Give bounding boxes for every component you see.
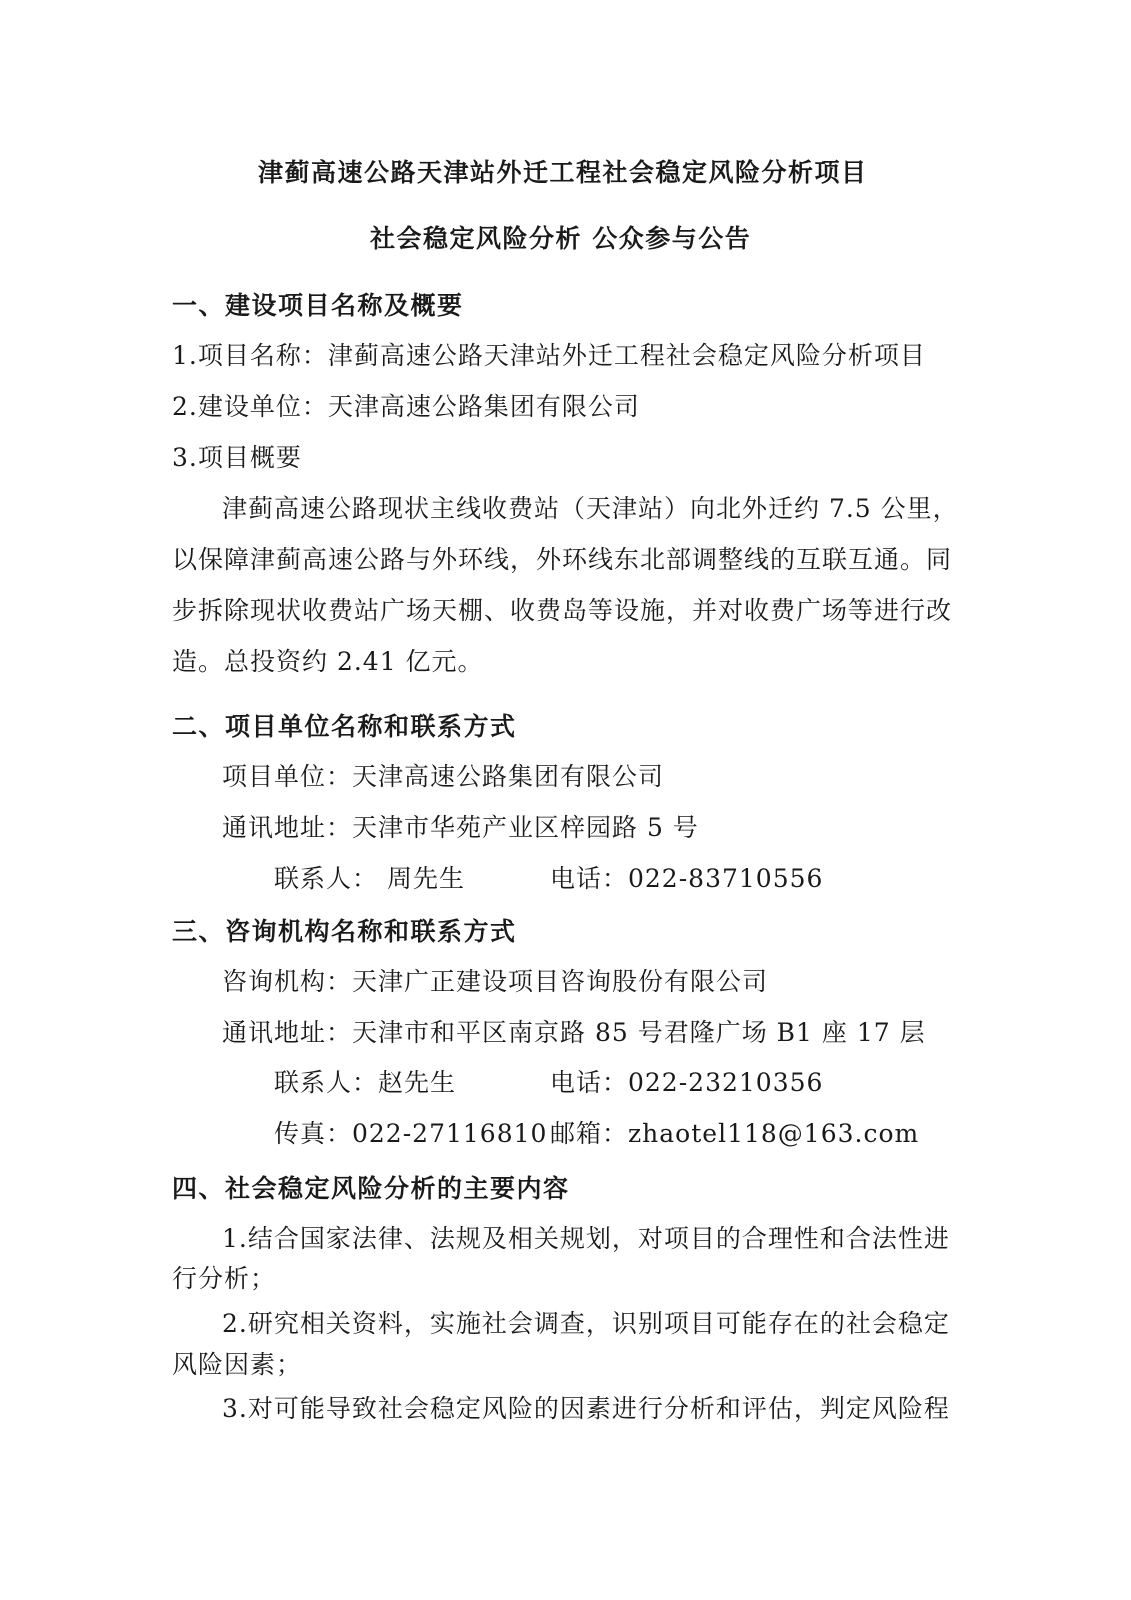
- section1-paragraph-line: 津蓟高速公路现状主线收费站（天津站）向北外迁约 7.5 公里，: [222, 494, 959, 523]
- document-title-line2: 社会稳定风险分析 公众参与公告: [370, 224, 752, 253]
- section4-item3-line: 3.对可能导致社会稳定风险的因素进行分析和评估，判定风险程: [222, 1394, 950, 1423]
- section1-paragraph-line: 步拆除现状收费站广场天棚、收费岛等设施，并对收费广场等进行改: [172, 596, 953, 625]
- section3-email: 邮箱：zhaotel118@163.com: [550, 1119, 920, 1148]
- section1-item3: 3.项目概要: [172, 443, 302, 472]
- section2-heading: 二、项目单位名称和联系方式: [172, 712, 517, 741]
- section3-address: 通讯地址：天津市和平区南京路 85 号君隆广场 B1 座 17 层: [222, 1018, 926, 1047]
- section2-phone: 电话：022-83710556: [550, 864, 824, 893]
- section3-fax: 传真：022-27116810: [274, 1119, 548, 1148]
- section4-item2-line: 风险因素；: [172, 1350, 303, 1379]
- section1-item1: 1.项目名称：津蓟高速公路天津站外迁工程社会稳定风险分析项目: [172, 341, 926, 370]
- section4-heading: 四、社会稳定风险分析的主要内容: [172, 1174, 570, 1203]
- section2-address: 通讯地址：天津市华苑产业区梓园路 5 号: [222, 813, 699, 842]
- section1-paragraph-line: 造。总投资约 2.41 亿元。: [172, 647, 484, 676]
- section4-item1-line: 行分析；: [172, 1264, 277, 1293]
- section1-item2: 2.建设单位：天津高速公路集团有限公司: [172, 392, 640, 421]
- section1-heading: 一、建设项目名称及概要: [172, 291, 464, 320]
- section3-heading: 三、咨询机构名称和联系方式: [172, 917, 517, 946]
- section2-unit: 项目单位：天津高速公路集团有限公司: [222, 762, 665, 791]
- section4-item2-line: 2.研究相关资料，实施社会调查，识别项目可能存在的社会稳定: [222, 1309, 950, 1338]
- section2-contact: 联系人： 周先生: [274, 864, 465, 893]
- section3-contact: 联系人：赵先生: [274, 1068, 457, 1097]
- section3-phone: 电话：022-23210356: [550, 1068, 824, 1097]
- section4-item1-line: 1.结合国家法律、法规及相关规划，对项目的合理性和合法性进: [222, 1224, 950, 1253]
- section3-agency: 咨询机构：天津广正建设项目咨询股份有限公司: [222, 967, 769, 996]
- document-title-line1: 津蓟高速公路天津站外迁工程社会稳定风险分析项目: [258, 158, 868, 187]
- section1-paragraph-line: 以保障津蓟高速公路与外环线，外环线东北部调整线的互联互通。同: [172, 545, 953, 574]
